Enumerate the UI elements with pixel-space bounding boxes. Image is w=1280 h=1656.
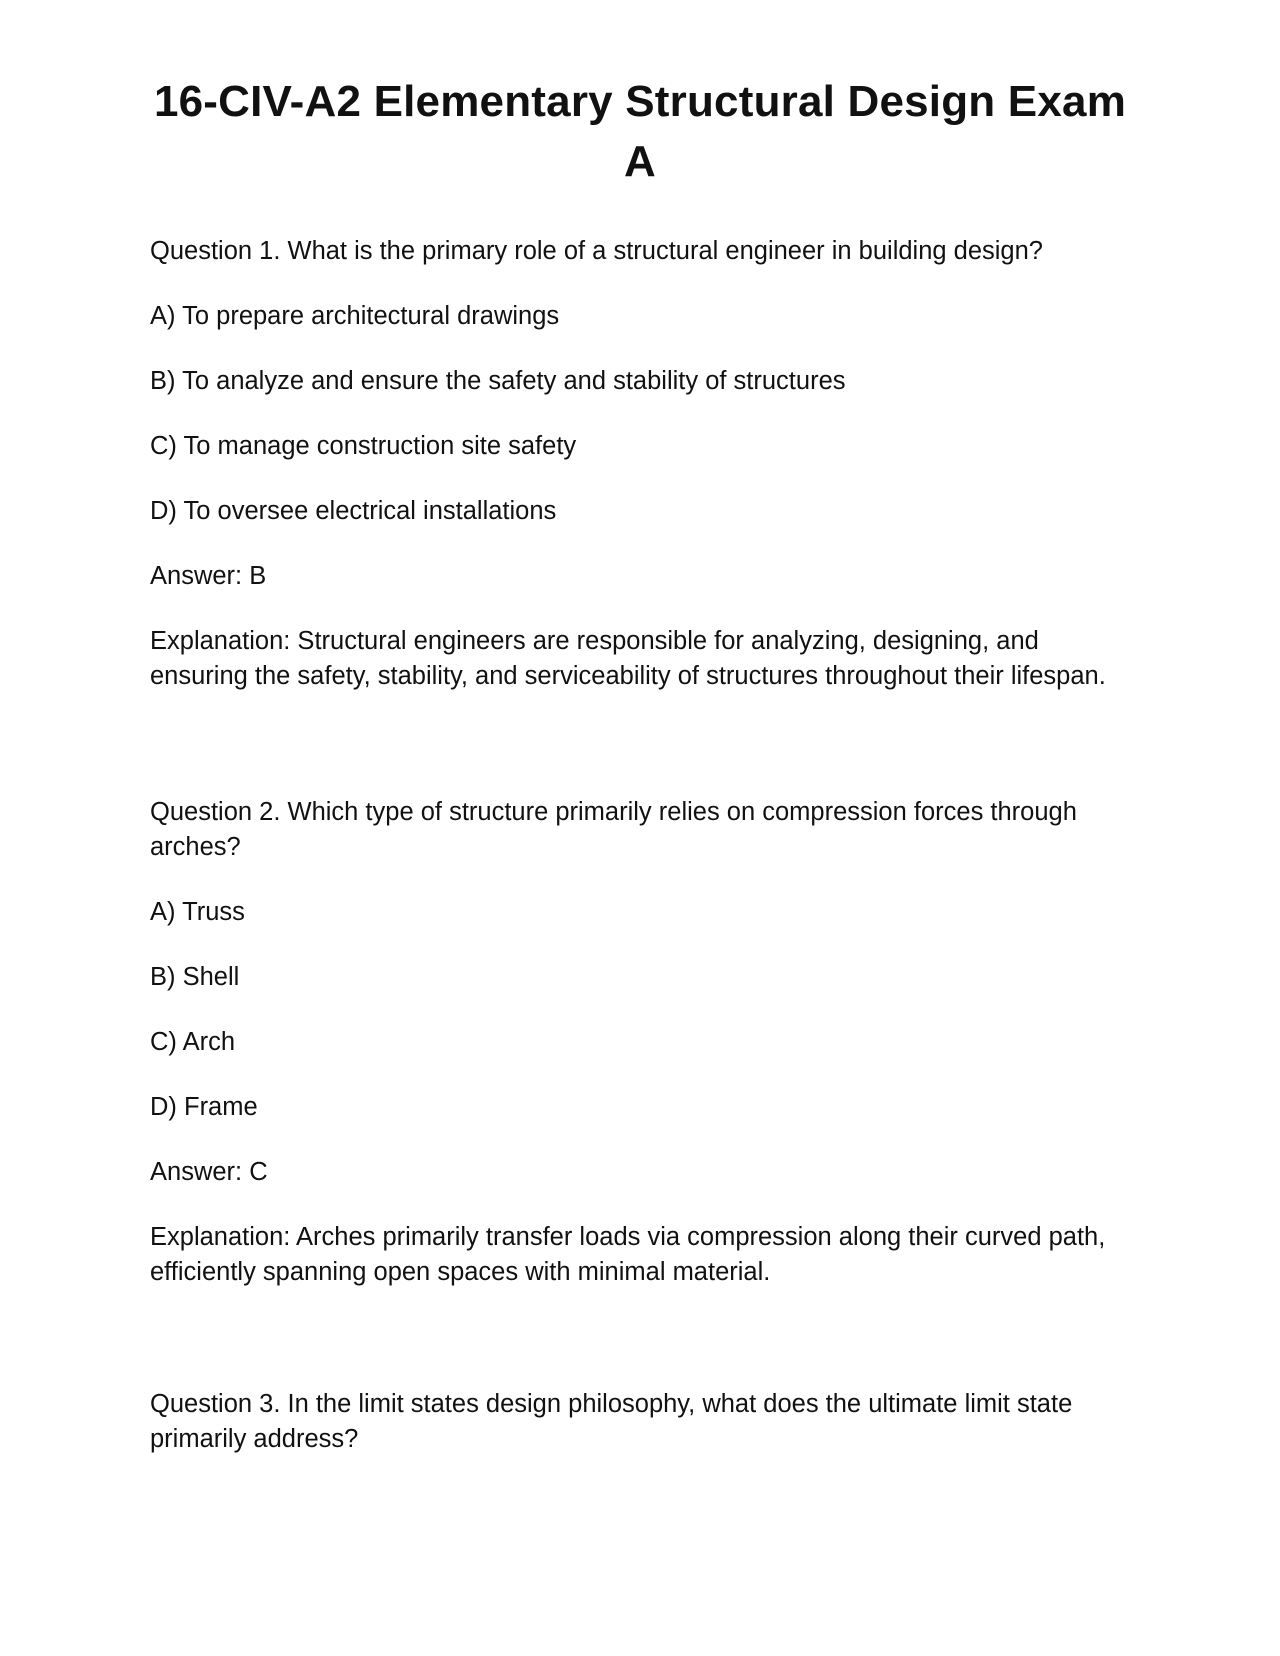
option-b: B) Shell [150, 963, 240, 991]
option-c: C) To manage construction site safety [150, 432, 577, 460]
answer-text: Answer: B [150, 562, 267, 590]
answer-text: Answer: C [150, 1158, 268, 1186]
page-title: 16-CIV-A2 Elementary Structural Design Exam A [153, 77, 1127, 186]
explanation-text: Explanation: Arches primarily transfer loads via compression along their curved path, efficiently spanning open spaces with minimal material. [150, 1223, 1106, 1286]
question-block-2 [150, 795, 1130, 1290]
option-c: C) Arch [150, 1028, 236, 1056]
option-b: B) To analyze and ensure the safety and stability of structures [150, 367, 846, 395]
question-block-1 [150, 234, 1130, 694]
option-a: A) To prepare architectural drawings [150, 302, 560, 330]
question-text: Question 1. What is the primary role of a structural engineer in building design? [150, 237, 1043, 265]
option-d: D) Frame [150, 1093, 258, 1121]
option-a: A) Truss [150, 898, 245, 926]
explanation-text: Explanation: Structural engineers are responsible for analyzing, designing, and ensuring the safety, stability, and serviceability of structures throughout their lifespan. [150, 627, 1106, 690]
question-text: Question 3. In the limit states design philosophy, what does the ultimate limit state primarily address? [150, 1390, 1073, 1453]
question-text: Question 2. Which type of structure primarily relies on compression forces through arches? [150, 798, 1077, 861]
question-block-3 [150, 1387, 1130, 1457]
option-d: D) To oversee electrical installations [150, 497, 557, 525]
